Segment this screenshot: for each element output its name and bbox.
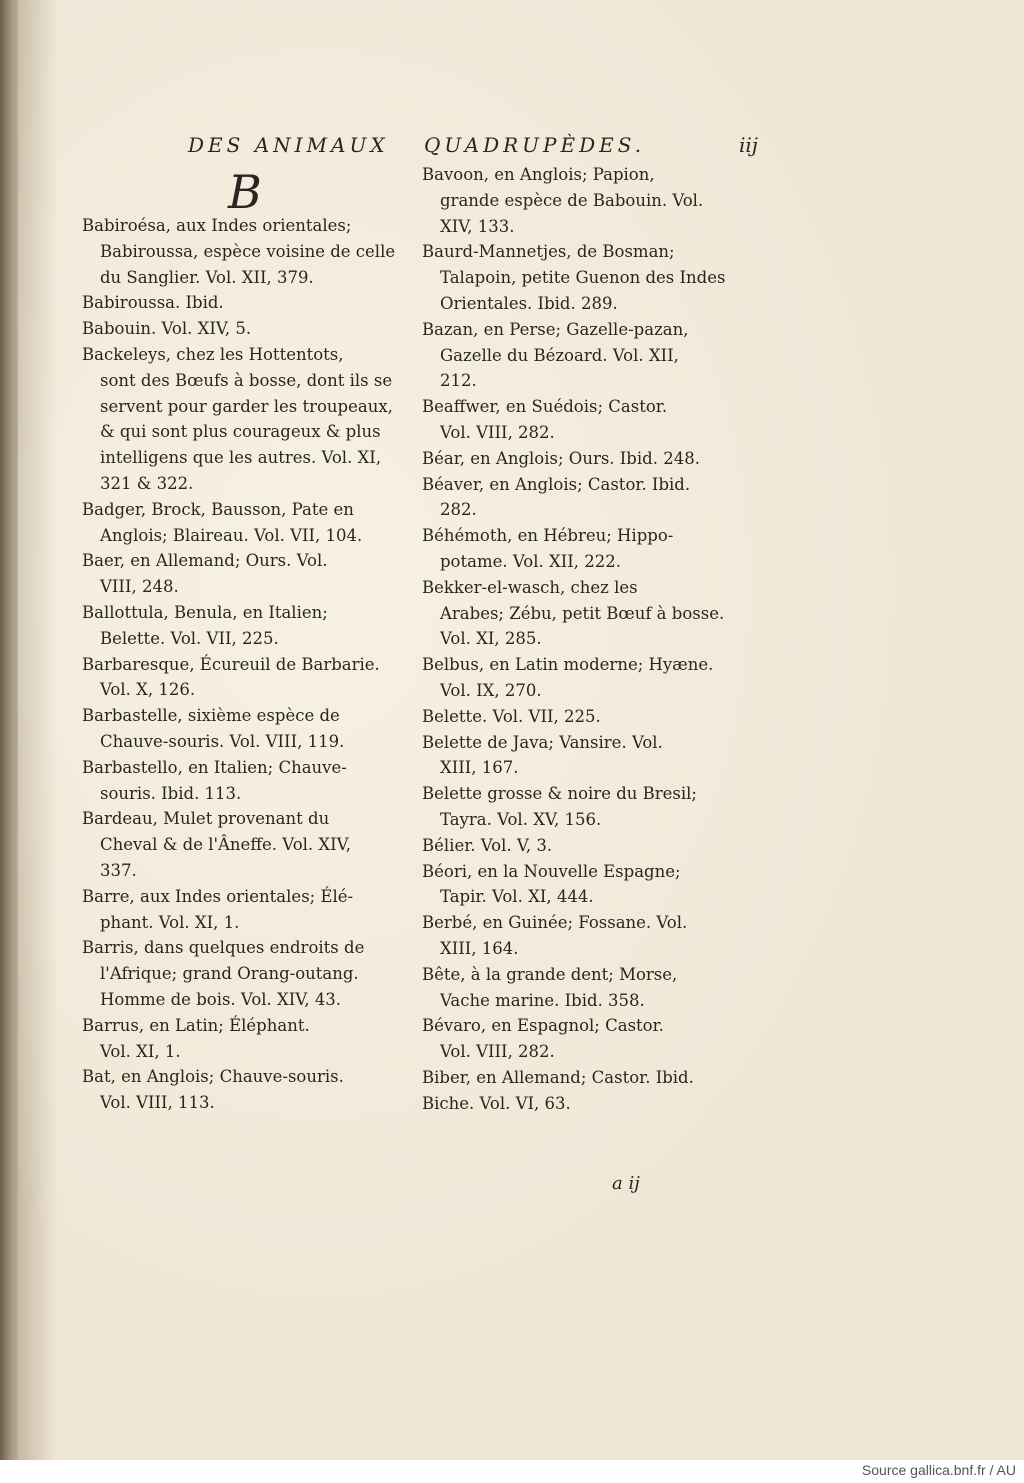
- entry-line: Arabes; Zébu, petit Bœuf à bosse.: [440, 603, 725, 623]
- entry-line: Gazelle du Bézoard. Vol. XII,: [440, 345, 679, 365]
- index-entry: [82, 316, 402, 342]
- index-entry: [82, 600, 402, 652]
- entry-line: potame. Vol. XII, 222.: [440, 551, 621, 571]
- entry-line: & qui sont plus courageux & plus: [100, 422, 381, 442]
- entry-line: Beaffwer, en Suédois; Castor.: [422, 397, 668, 417]
- index-entry: [422, 162, 742, 239]
- index-entry: [422, 1013, 742, 1065]
- entry-line: Vol. VIII, 113.: [100, 1093, 215, 1113]
- entry-line: Bavoon, en Anglois; Papion,: [422, 165, 655, 184]
- entry-line: Homme de bois. Vol. XIV, 43.: [100, 989, 342, 1009]
- index-entry: [422, 730, 742, 782]
- source-credit: Source gallica.bnf.fr / AU: [861, 1462, 1016, 1478]
- entry-line: intelligens que les autres. Vol. XI,: [100, 448, 382, 468]
- entry-line: Bévaro, en Espagnol; Castor.: [422, 1016, 664, 1036]
- entry-line: Vol. IX, 270.: [440, 680, 542, 700]
- index-entry: [422, 1091, 742, 1117]
- index-entry: [422, 1065, 742, 1091]
- entry-line: Babiroussa. Ibid.: [82, 293, 224, 313]
- index-entry: [82, 884, 402, 936]
- index-entry: [82, 755, 402, 807]
- entry-line: grande espèce de Babouin. Vol.: [440, 190, 704, 210]
- entry-line: Bat, en Anglois; Chauve-souris.: [82, 1067, 344, 1087]
- index-entry: [82, 497, 402, 549]
- index-entry: [82, 290, 402, 316]
- index-entry: [82, 1013, 402, 1065]
- entry-line: Biche. Vol. VI, 63.: [422, 1093, 571, 1113]
- entry-line: Belette. Vol. VII, 225.: [422, 706, 601, 726]
- entry-line: Ballottula, Benula, en Italien;: [82, 602, 328, 622]
- index-entry: [422, 833, 742, 859]
- index-entry: [82, 703, 402, 755]
- index-entry: [422, 652, 742, 704]
- entry-line: Babiroésa, aux Indes orientales;: [82, 216, 352, 235]
- entry-line: Vol. VIII, 282.: [440, 1042, 555, 1062]
- right-column: [422, 162, 742, 1116]
- index-entry: [422, 239, 742, 316]
- index-entry: [82, 548, 402, 600]
- entry-line: Belbus, en Latin moderne; Hyæne.: [422, 655, 714, 675]
- entry-line: Berbé, en Guinée; Fossane. Vol.: [422, 913, 688, 933]
- index-entry: [82, 806, 402, 883]
- catchword: a ij: [612, 1173, 640, 1194]
- entry-line: Béaver, en Anglois; Castor. Ibid.: [422, 474, 691, 494]
- entry-line: Badger, Brock, Bausson, Pate en: [82, 499, 354, 519]
- index-entry: [422, 704, 742, 730]
- entry-line: Anglois; Blaireau. Vol. VII, 104.: [100, 525, 363, 545]
- entry-line: Babiroussa, espèce voisine de celle: [100, 241, 396, 261]
- entry-line: servent pour garder les troupeaux,: [100, 396, 393, 416]
- entry-line: Vol. XI, 285.: [440, 629, 542, 649]
- entry-line: Cheval & de l'Âneffe. Vol. XIV,: [100, 835, 351, 855]
- index-entry: [422, 962, 742, 1014]
- running-head-right: QUADRUPÈDES.: [424, 133, 646, 157]
- entry-line: Vol. X, 126.: [100, 680, 196, 700]
- page-number: iij: [739, 133, 758, 157]
- entry-line: Béar, en Anglois; Ours. Ibid. 248.: [422, 448, 700, 468]
- entry-line: Bélier. Vol. V, 3.: [422, 835, 553, 855]
- entry-line: XIII, 167.: [440, 758, 519, 778]
- entry-line: Vol. XI, 1.: [100, 1041, 181, 1061]
- index-entry: [422, 575, 742, 652]
- entry-line: Barris, dans quelques endroits de: [82, 938, 365, 958]
- index-entry: [82, 213, 402, 290]
- entry-line: 321 & 322.: [100, 473, 194, 493]
- entry-line: Barbaresque, Écureuil de Barbarie.: [82, 654, 380, 674]
- entry-line: Orientales. Ibid. 289.: [440, 293, 618, 313]
- index-entry: [422, 859, 742, 911]
- index-entry: [422, 472, 742, 524]
- entry-line: Barre, aux Indes orientales; Élé-: [82, 886, 354, 906]
- entry-line: Belette de Java; Vansire. Vol.: [422, 732, 663, 752]
- entry-line: Barbastelle, sixième espèce de: [82, 706, 340, 726]
- index-entry: [422, 781, 742, 833]
- index-entry: [422, 910, 742, 962]
- entry-line: Chauve-souris. Vol. VIII, 119.: [100, 731, 345, 751]
- entry-line: XIV, 133.: [440, 216, 515, 236]
- entry-line: Baer, en Allemand; Ours. Vol.: [82, 551, 328, 571]
- entry-line: l'Afrique; grand Orang-outang.: [100, 964, 359, 984]
- entry-line: Barbastello, en Italien; Chauve-: [82, 757, 347, 777]
- entry-line: Baurd-Mannetjes, de Bosman;: [422, 242, 675, 262]
- entry-line: 282.: [440, 500, 477, 520]
- entry-line: Bekker-el-wasch, chez les: [422, 577, 638, 597]
- running-head: [188, 133, 758, 163]
- index-entry: [82, 935, 402, 1012]
- entry-line: Tayra. Vol. XV, 156.: [440, 809, 602, 829]
- index-entry: [82, 342, 402, 497]
- section-letter: B: [228, 165, 262, 219]
- index-entry: [422, 317, 742, 394]
- index-entry: [422, 523, 742, 575]
- entry-line: Bête, à la grande dent; Morse,: [422, 964, 678, 984]
- entry-line: Talapoin, petite Guenon des Indes: [440, 268, 726, 288]
- entry-line: Belette grosse & noire du Bresil;: [422, 784, 697, 804]
- index-entry: [422, 394, 742, 446]
- entry-line: 337.: [100, 860, 137, 880]
- entry-line: Barrus, en Latin; Éléphant.: [82, 1015, 310, 1035]
- index-entry: [82, 1064, 402, 1116]
- entry-line: phant. Vol. XI, 1.: [100, 912, 240, 932]
- index-entry: [422, 446, 742, 472]
- entry-line: Belette. Vol. VII, 225.: [100, 628, 279, 648]
- running-head-left: DES ANIMAUX: [188, 133, 389, 157]
- entry-line: Babouin. Vol. XIV, 5.: [82, 319, 252, 339]
- entry-line: VIII, 248.: [100, 577, 179, 597]
- entry-line: Béori, en la Nouvelle Espagne;: [422, 861, 681, 881]
- entry-line: XIII, 164.: [440, 938, 519, 958]
- index-entry: [82, 652, 402, 704]
- source-footer: [0, 1460, 1024, 1483]
- entry-line: Vol. VIII, 282.: [440, 422, 555, 442]
- entry-line: Biber, en Allemand; Castor. Ibid.: [422, 1067, 694, 1087]
- entry-line: du Sanglier. Vol. XII, 379.: [100, 267, 314, 287]
- entry-line: Tapir. Vol. XI, 444.: [440, 887, 594, 907]
- entry-line: Vache marine. Ibid. 358.: [440, 990, 645, 1010]
- entry-line: souris. Ibid. 113.: [100, 783, 242, 803]
- entry-line: Bazan, en Perse; Gazelle-pazan,: [422, 319, 689, 339]
- entry-line: Backeleys, chez les Hottentots,: [82, 344, 344, 364]
- entry-line: sont des Bœufs à bosse, dont ils se: [100, 370, 393, 390]
- entry-line: Béhémoth, en Hébreu; Hippo-: [422, 526, 674, 546]
- entry-line: Bardeau, Mulet provenant du: [82, 809, 330, 829]
- entry-line: 212.: [440, 371, 477, 391]
- left-column: [82, 213, 402, 1116]
